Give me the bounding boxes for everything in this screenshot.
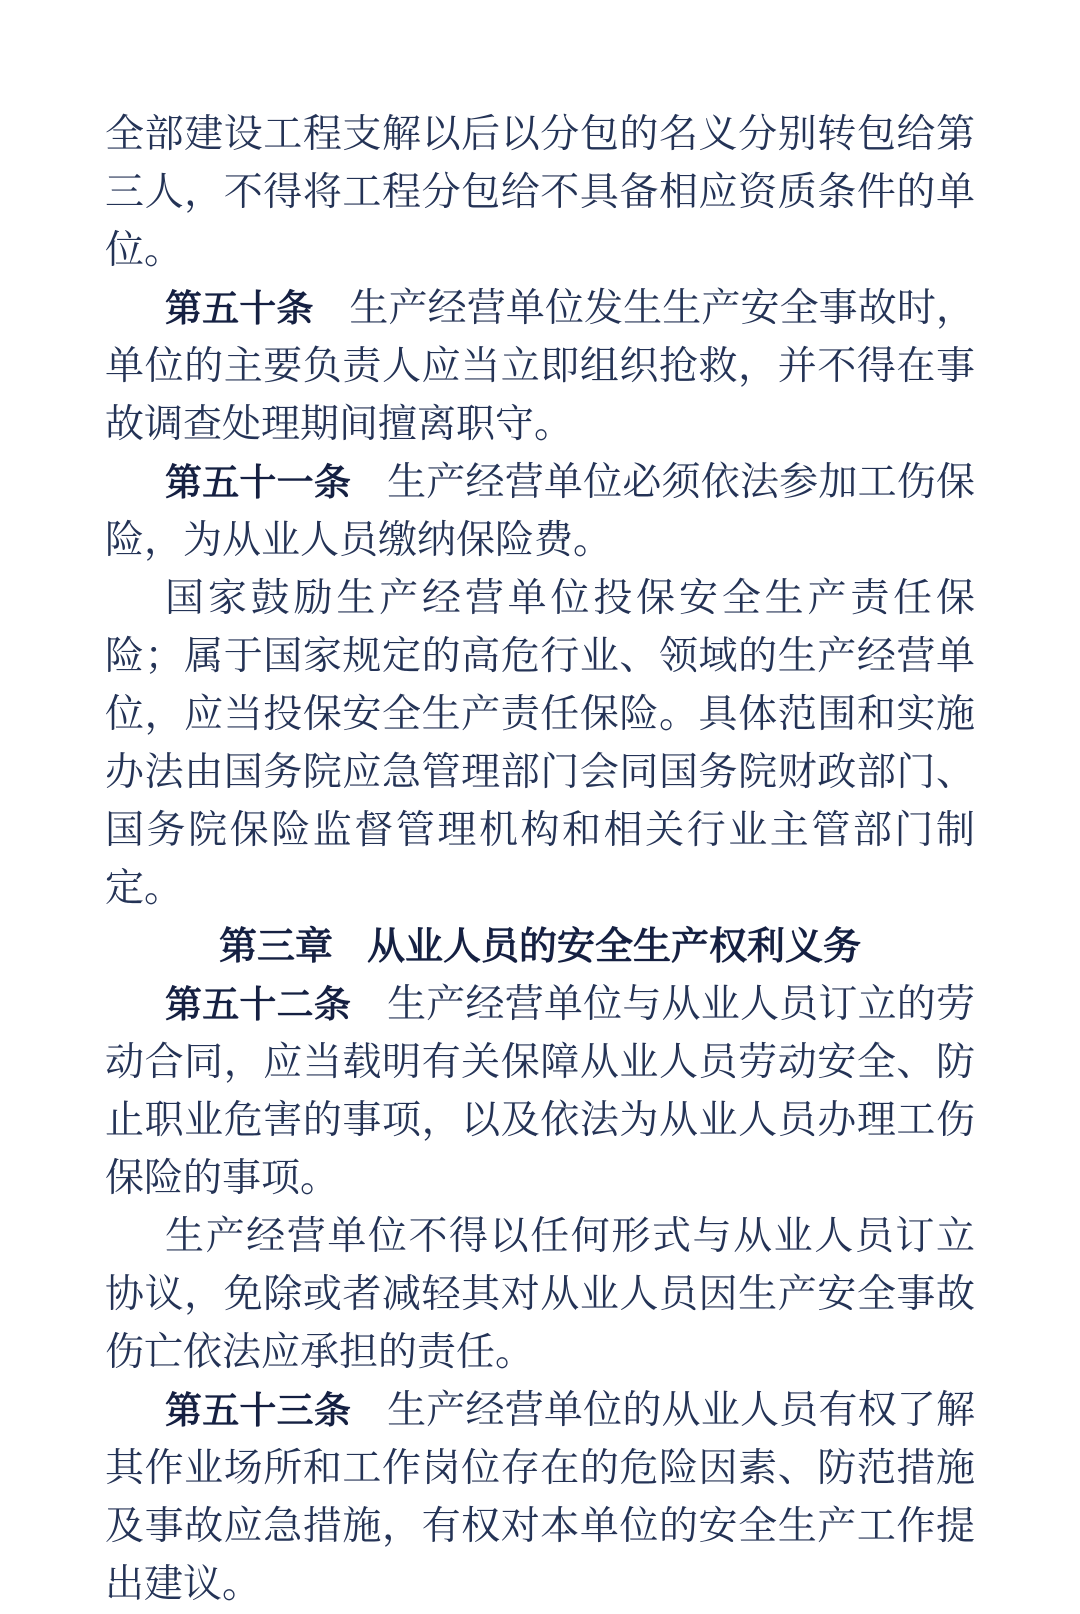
- paragraph-text: 生产经营单位必须依法参加工伤保险，为从业人员缴纳保险费。: [105, 461, 975, 562]
- article-53-label: 第五十三条: [165, 1390, 352, 1431]
- paragraph-text: 生产经营单位不得以任何形式与从业人员订立协议，免除或者减轻其对从业人员因生产安全事故伤亡依法应承担的责任。: [105, 1215, 975, 1374]
- paragraph-text: 全部建设工程支解以后以分包的名义分别转包给第三人，不得将工程分包给不具备相应资质条件的单位。: [105, 113, 975, 272]
- article-51-label: 第五十一条: [165, 462, 352, 503]
- chapter-3-heading: [105, 918, 975, 976]
- paragraph-article-52: [105, 976, 975, 1208]
- chapter-number: 第三章: [218, 926, 333, 968]
- paragraph-text: 生产经营单位与从业人员订立的劳动合同，应当载明有关保障从业人员劳动安全、防止职业危害的事项，以及依法为从业人员办理工伤保险的事项。: [105, 983, 975, 1200]
- paragraph-article-52-clause-2: [105, 1208, 975, 1382]
- article-52-label: 第五十二条: [165, 984, 352, 1025]
- paragraph-text: 生产经营单位发生生产安全事故时，单位的主要负责人应当立即组织抢救，并不得在事故调查处理期间擅离职守。: [105, 287, 975, 446]
- chapter-title: 从业人员的安全生产权利义务: [367, 926, 862, 968]
- paragraph-article-51: [105, 454, 975, 570]
- paragraph-article-53: [105, 1382, 975, 1614]
- paragraph-text: 生产经营单位的从业人员有权了解其作业场所和工作岗位存在的危险因素、防范措施及事故应急措施，有权对本单位的安全生产工作提出建议。: [105, 1389, 975, 1606]
- paragraph-text: 国家鼓励生产经营单位投保安全生产责任保险；属于国家规定的高危行业、领域的生产经营单位，应当投保安全生产责任保险。具体范围和实施办法由国务院应急管理部门会同国务院财政部门、国务院保险监督管理机构和相关行业主管部门制定。: [105, 577, 975, 910]
- article-50-label: 第五十条: [165, 288, 314, 329]
- paragraph-article-50: [105, 280, 975, 454]
- paragraph-article-51-clause-2: [105, 570, 975, 918]
- paragraph-continuation: [105, 106, 975, 280]
